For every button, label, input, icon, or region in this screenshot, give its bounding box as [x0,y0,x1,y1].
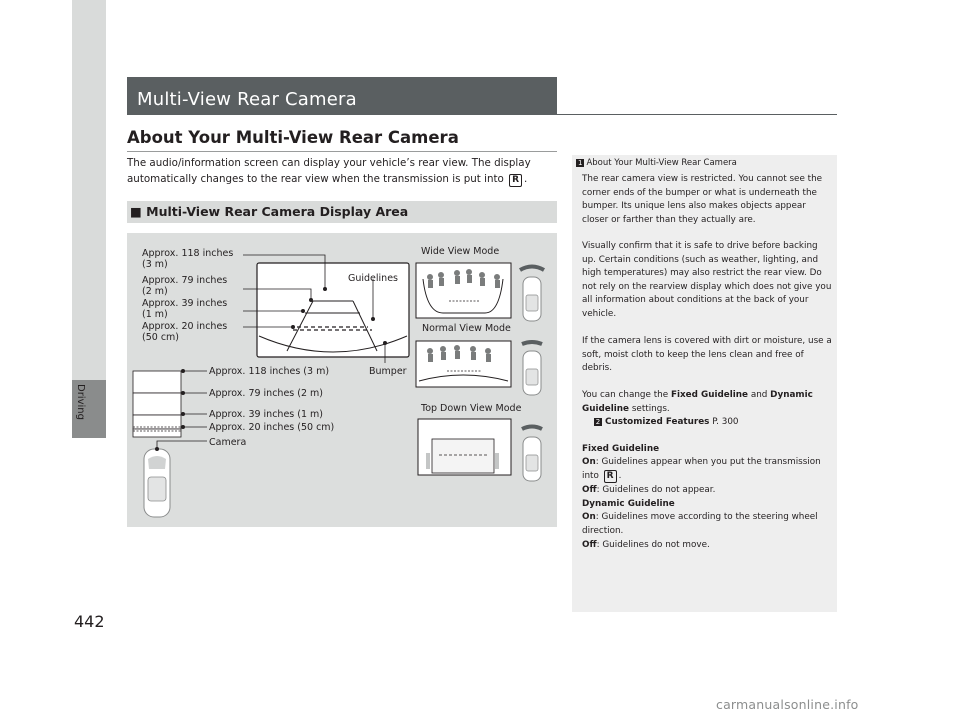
square-bullet-icon: ■ [130,204,142,219]
camera-display-figure [127,233,557,527]
label-79-top-text: Approx. 79 inches (2 m) [142,275,228,297]
p4-and: and [750,390,768,400]
sidebar-paragraph-4 [582,389,832,416]
wide-view-screen [416,263,511,318]
intro-paragraph [127,155,557,187]
label-79-bottom: Approx. 79 inches (2 m) [209,388,323,399]
topdown-area [432,439,494,473]
topdown-left-mark [426,453,430,469]
normal-view-screen [416,341,511,387]
off-label: Off [582,485,597,495]
leader-dot-20 [291,325,295,329]
section-heading: About Your Multi-View Rear Camera [127,128,459,147]
label-camera: Camera [209,437,247,448]
xref-page[interactable]: P. 300 [712,417,739,427]
sidebar-paragraph-2: Visually confirm that it is safe to drive before backing up. Certain conditions (such as weather, lighting, and high temperatures) may also restrict the rear view. Do not rely on the rearview display which does not give you all information about conditions at the back of your vehicle. [582,241,832,319]
section-label: Driving [75,384,86,420]
vehicle-top-icon [144,449,170,517]
fixed-guideline-title: Fixed Guideline [582,444,660,454]
on-label: On [582,457,596,467]
leader-dot-118 [323,287,327,291]
dynamic-guideline-on [582,511,832,538]
sidebar-paragraph-3: If the camera lens is covered with dirt or moisture, use a soft, moist cloth to keep the lens clean and free of debris. [582,336,832,374]
reverse-key-icon: R [509,174,522,187]
label-118-top-text: Approx. 118 inches (3 m) [142,248,234,270]
dynamic-guideline-title: Dynamic Guideline [582,499,675,509]
leader-dot-guidelines [371,317,375,321]
topdown-right-mark [495,453,499,469]
topdown-view-car-icon [522,427,542,482]
sidebar-paragraph-1: The rear camera view is restricted. You cannot see the corner ends of the bumper or what is underneath the bumper. Its unique lens also makes objects appear closer or farther than they actually are. [582,174,823,225]
dynamic-on-text: : Guidelines move according to the steering wheel direction. [582,512,818,536]
note-number-icon: 1 [578,159,583,167]
heading-rule [127,151,557,152]
leader-dot-bumper [383,341,387,345]
fixed-off-text: : Guidelines do not appear. [596,485,716,495]
on-label-2: On [582,512,596,522]
label-118-bottom: Approx. 118 inches (3 m) [209,366,330,377]
label-39-top-text: Approx. 39 inches (1 m) [142,298,228,320]
watermark[interactable]: carmanualsonline.info [716,697,859,712]
label-topdown-view: Top Down View Mode [421,403,522,414]
reverse-key-icon-sidebar: R [604,470,617,483]
zone-50cm [133,429,181,437]
p4-dynamic: Dynamic Guideline [582,390,813,414]
wide-view-car-icon [520,267,544,322]
label-20-bottom: Approx. 20 inches (50 cm) [209,422,335,433]
label-39-bottom: Approx. 39 inches (1 m) [209,409,323,420]
dynamic-off-text: : Guidelines do not move. [596,540,710,550]
label-39-top [142,298,227,320]
off-label-2: Off [582,540,597,550]
xref-customized-features[interactable] [594,416,844,430]
zone-3m [133,371,181,393]
label-normal-view: Normal View Mode [422,323,511,334]
p4-a: You can change the [582,390,669,400]
label-20-top-text: Approx. 20 inches (50 cm) [142,321,228,343]
intro-text: The audio/information screen can display your vehicle’s rear view. The display automatically changes to the rear view when the transmission is put into [127,157,531,185]
zone-2m [133,393,181,415]
dynamic-guideline-off [582,539,832,553]
label-wide-view: Wide View Mode [421,246,500,257]
cross-reference-icon: 2 [595,417,601,426]
label-79-top [142,275,227,297]
sidebar-heading-text: About Your Multi-View Rear Camera [586,158,737,168]
page-number: 442 [74,612,105,631]
page-title: Multi-View Rear Camera [137,89,357,110]
fixed-guideline-off [582,484,832,498]
label-118-top [142,248,233,270]
p4-settings: settings. [631,403,670,414]
subheading-text: Multi-View Rear Camera Display Area [146,204,409,219]
normal-view-car-icon [522,342,542,395]
label-bumper: Bumper [369,366,407,377]
leader-dot-39 [301,309,305,313]
label-guidelines: Guidelines [348,273,398,284]
sidebar-heading [576,158,737,168]
fixed-guideline-on: On: Guidelines appear when you put the transmission into R . [582,457,821,481]
intro-end: . [524,173,528,185]
section-tab-bar [72,0,106,438]
subheading [130,204,408,219]
title-rule [557,114,837,115]
p4-fixed: Fixed Guideline [670,390,749,400]
label-20-top [142,321,227,343]
xref-label[interactable]: Customized Features [605,417,710,427]
fixed-on-text: : Guidelines appear when you put the transmission into [582,457,821,481]
leader-dot-79 [309,298,313,302]
